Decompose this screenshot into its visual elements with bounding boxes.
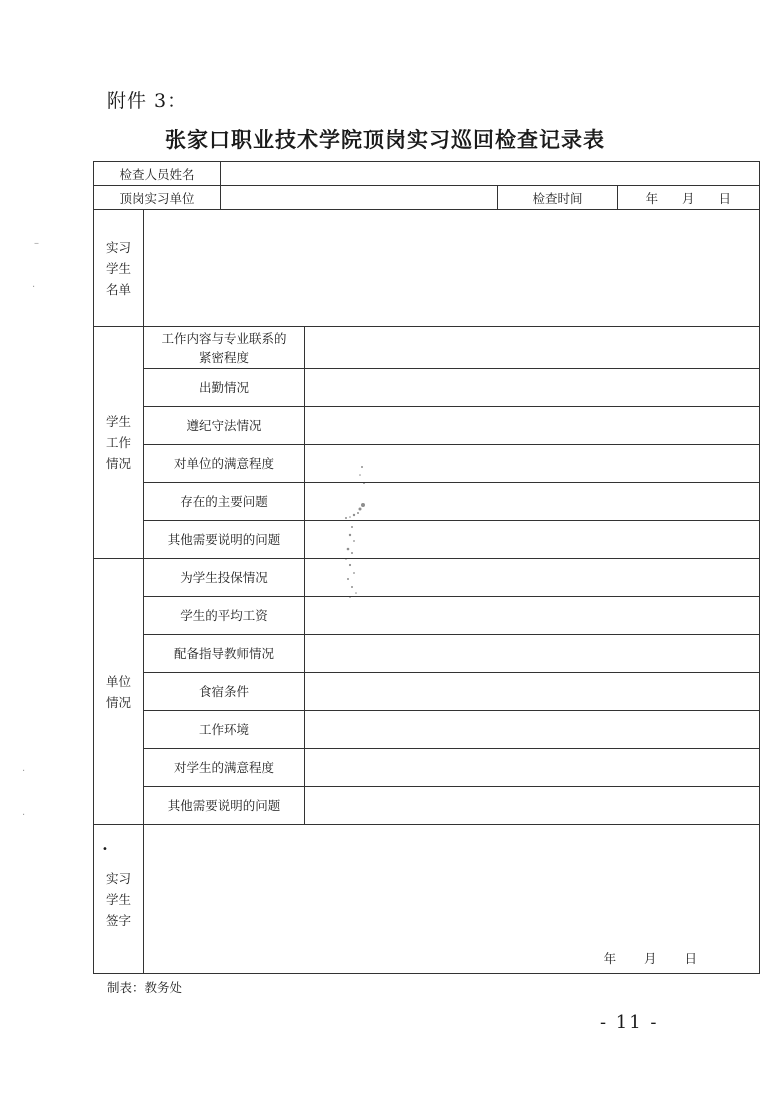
table-row bbox=[94, 327, 760, 369]
table-row bbox=[94, 787, 760, 825]
table-row bbox=[94, 162, 760, 186]
table-row bbox=[94, 597, 760, 635]
student-list-field[interactable] bbox=[144, 210, 760, 327]
other-issues-label: 其他需要说明的问题 bbox=[144, 521, 305, 559]
page-number: - 11 - bbox=[600, 1012, 659, 1033]
margin-mark: – bbox=[34, 238, 39, 249]
table-row bbox=[94, 186, 760, 210]
table-row bbox=[94, 559, 760, 597]
inspector-name-field[interactable] bbox=[221, 162, 760, 186]
work-environment-label: 工作环境 bbox=[144, 711, 305, 749]
form-maker-note: 制表：教务处 bbox=[107, 980, 183, 995]
table-row bbox=[94, 407, 760, 445]
work-content-field[interactable] bbox=[305, 327, 760, 369]
student-satisfaction-label: 对学生的满意程度 bbox=[144, 749, 305, 787]
table-row bbox=[94, 369, 760, 407]
table-row bbox=[94, 825, 760, 974]
signature-label-cell bbox=[94, 825, 144, 974]
table-row bbox=[94, 210, 760, 327]
scan-smudge bbox=[330, 455, 380, 605]
inspection-date-field[interactable]: 年 月 日 bbox=[618, 186, 760, 210]
unit-other-issues-field[interactable] bbox=[305, 787, 760, 825]
attendance-field[interactable] bbox=[305, 369, 760, 407]
discipline-field[interactable] bbox=[305, 407, 760, 445]
student-satisfaction-field[interactable] bbox=[305, 749, 760, 787]
internship-unit-label: 顶岗实习单位 bbox=[94, 186, 221, 210]
table-row bbox=[94, 445, 760, 483]
discipline-label: 遵纪守法情况 bbox=[144, 407, 305, 445]
unit-other-issues-label: 其他需要说明的问题 bbox=[144, 787, 305, 825]
student-work-label: 学生 工作 情况 bbox=[94, 327, 144, 559]
mentor-field[interactable] bbox=[305, 635, 760, 673]
table-row bbox=[94, 749, 760, 787]
board-lodging-label: 食宿条件 bbox=[144, 673, 305, 711]
work-content-label: 工作内容与专业联系的 紧密程度 bbox=[144, 327, 305, 369]
inspector-name-label: 检查人员姓名 bbox=[94, 162, 221, 186]
table-row bbox=[94, 483, 760, 521]
margin-mark: · bbox=[22, 810, 26, 821]
signature-field[interactable] bbox=[144, 825, 760, 974]
margin-mark: · bbox=[32, 282, 36, 293]
margin-mark: · bbox=[22, 766, 26, 777]
table-row bbox=[94, 635, 760, 673]
internship-unit-field[interactable] bbox=[221, 186, 498, 210]
unit-info-label: 单位 情况 bbox=[94, 559, 144, 825]
page-title: 张家口职业技术学院顶岗实习巡回检查记录表 bbox=[165, 128, 605, 152]
inspection-record-table bbox=[93, 161, 760, 974]
unit-satisfaction-label: 对单位的满意程度 bbox=[144, 445, 305, 483]
student-list-label: 实习 学生 名单 bbox=[94, 210, 144, 327]
attachment-label: 附件 3： bbox=[107, 90, 188, 112]
average-wage-label: 学生的平均工资 bbox=[144, 597, 305, 635]
dot-mark: • bbox=[102, 844, 108, 855]
inspection-time-label: 检查时间 bbox=[498, 186, 618, 210]
table-row bbox=[94, 711, 760, 749]
signature-date: 年 月 日 bbox=[603, 951, 710, 966]
mentor-label: 配备指导教师情况 bbox=[144, 635, 305, 673]
table-row bbox=[94, 673, 760, 711]
table-row bbox=[94, 521, 760, 559]
signature-label: 实习 学生 签字 bbox=[105, 870, 131, 928]
insurance-label: 为学生投保情况 bbox=[144, 559, 305, 597]
main-problems-label: 存在的主要问题 bbox=[144, 483, 305, 521]
board-lodging-field[interactable] bbox=[305, 673, 760, 711]
work-environment-field[interactable] bbox=[305, 711, 760, 749]
attendance-label: 出勤情况 bbox=[144, 369, 305, 407]
